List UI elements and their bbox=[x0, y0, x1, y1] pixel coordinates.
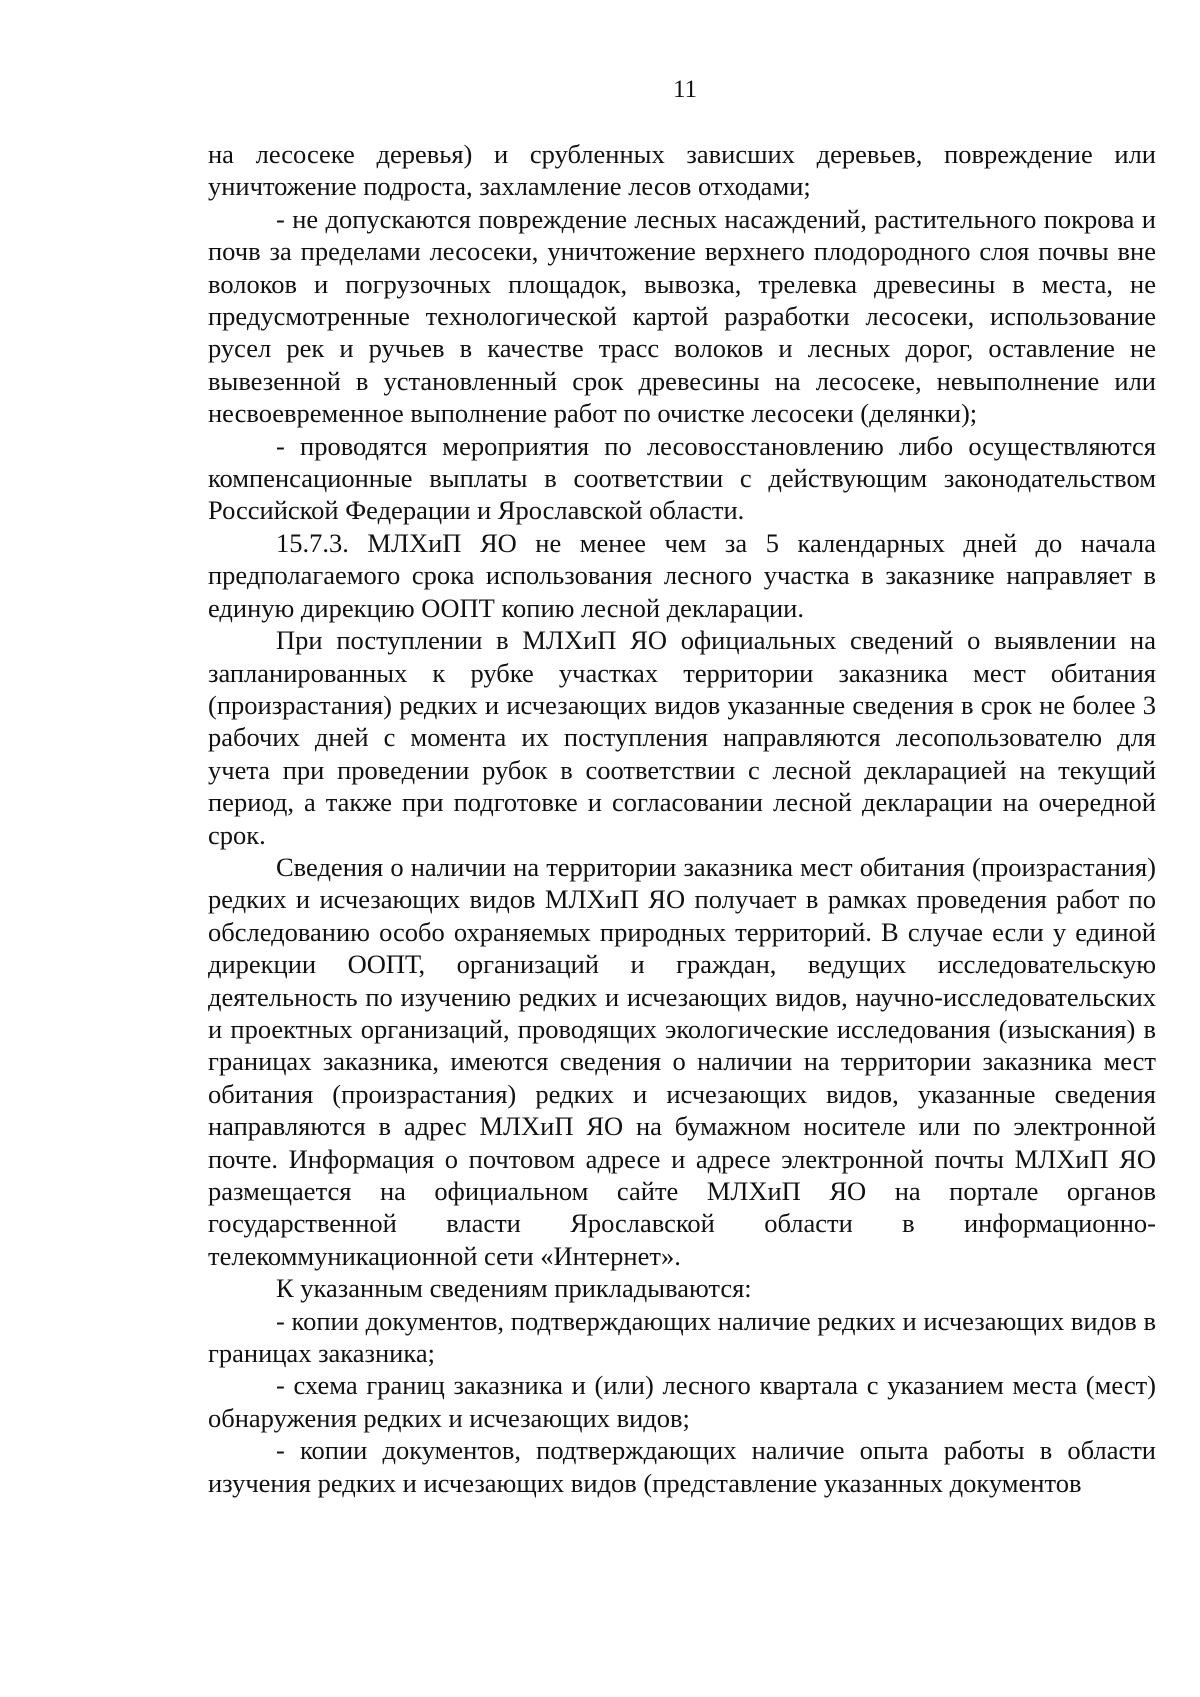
list-item-boundary-scheme: - схема границ заказника и (или) лесного квартала с указанием места (мест) обнаружения редких и исчезающих видов; bbox=[208, 1370, 1156, 1433]
list-item-document-copies: - копии документов, подтверждающих наличие редких и исчезающих видов в границах заказника; bbox=[208, 1305, 1156, 1369]
paragraph-reforestation: - проводятся мероприятия по лесовосстановлению либо осуществляются компенсационные выплаты в соответствии с действующим законодательством Российской Федерации и Ярославской области. bbox=[208, 430, 1156, 526]
paragraph-official-information: При поступлении в МЛХиП ЯО официальных сведений о выявлении на запланированных к рубке участках территории заказника мест обитания (произрастания) редких и исчезающих видов указанные сведения в срок не более 3 рабочих дней с момента их поступления направляются лесопользователю для учета при проведении рубок в соответствии с лесной декларацией на текущий период, а также при подготовке и согласовании лесной декларации на очередной срок. bbox=[208, 625, 1156, 850]
paragraph-damage-prohibitions: - не допускаются повреждение лесных насаждений, растительного покрова и почв за пределами лесосеки, уничтожение верхнего плодородного слоя почвы вне волоков и погрузочных площадок, вывозка, трелевка древесины в места, не предусмотренные технологической картой разработки лесосеки, использование русел рек и ручьев в качестве трасс волоков и лесных дорог, оставление не вывезенной в установленный срок древесины на лесосеке, невыполнение или несвоевременное выполнение работ по очистке лесосеки (делянки); bbox=[208, 203, 1156, 429]
list-item-experience-documents: - копии документов, подтверждающих наличие опыта работы в области изучения редких и исчезающих видов (представление указанных документов bbox=[208, 1435, 1156, 1498]
page-number: 11 bbox=[672, 76, 698, 103]
paragraph-15-7-3: 15.7.3. МЛХиП ЯО не менее чем за 5 календарных дней до начала предполагаемого срока использования лесного участка в заказнике направляет в единую дирекцию ООПТ копию лесной декларации. bbox=[208, 527, 1156, 623]
document-body bbox=[208, 138, 1156, 1499]
paragraph-rare-species-information: Сведения о наличии на территории заказника мест обитания (произрастания) редких и исчезающих видов МЛХиП ЯО получает в рамках проведения работ по обследованию особо охраняемых природных территорий. В случае если у единой дирекции ООПТ, организаций и граждан, ведущих исследовательскую деятельность по изучению редких и исчезающих видов, научно-исследовательских и проектных организаций, проводящих экологические исследования (изыскания) в границах заказника, имеются сведения о наличии на территории заказника мест обитания (произрастания) редких и исчезающих видов, указанные сведения направляются в адрес МЛХиП ЯО на бумажном носителе или по электронной почте. Информация о почтовом адресе и адресе электронной почты МЛХиП ЯО размещается на официальном сайте МЛХиП ЯО на портале органов государственной власти Ярославской области в информационно-телекоммуникационной сети «Интернет». bbox=[208, 851, 1156, 1271]
paragraph-attachments-intro: К указанным сведениям прикладываются: bbox=[276, 1273, 752, 1304]
paragraph-continuation: на лесосеке деревья) и срубленных зависших деревьев, повреждение или уничтожение подроста, захламление лесов отходами; bbox=[208, 139, 1156, 202]
